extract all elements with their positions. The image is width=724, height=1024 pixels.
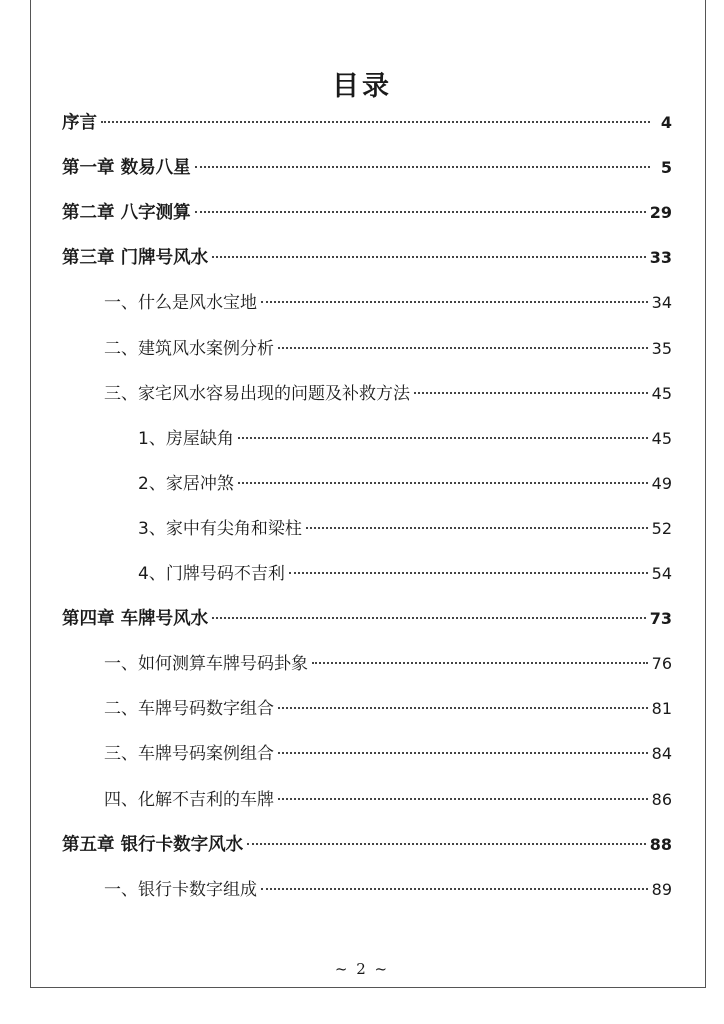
toc-entry-label: 1、房屋缺角 bbox=[138, 428, 234, 449]
dot-leader bbox=[289, 572, 648, 574]
toc-entry-subsection[interactable] bbox=[138, 561, 672, 587]
toc-entry-chapter-5[interactable] bbox=[62, 832, 672, 858]
dot-leader bbox=[261, 888, 648, 890]
toc-entry-label: 第四章 车牌号风水 bbox=[62, 609, 209, 630]
toc-entry-page: 34 bbox=[651, 293, 672, 313]
toc-entry-label: 第一章 数易八星 bbox=[62, 158, 191, 179]
dot-leader bbox=[238, 437, 648, 439]
toc-entry-page: 4 bbox=[660, 113, 672, 132]
toc-entry-page: 45 bbox=[651, 428, 672, 448]
toc-entry-page: 86 bbox=[651, 789, 672, 809]
toc-entry-page: 89 bbox=[651, 879, 672, 899]
dot-leader bbox=[261, 301, 648, 303]
dot-leader bbox=[278, 707, 648, 709]
toc-entry-chapter-4[interactable] bbox=[62, 606, 672, 632]
toc-entry-section[interactable] bbox=[104, 696, 672, 722]
toc-entry-page: 54 bbox=[651, 564, 672, 583]
toc-entry-label: 三、家宅风水容易出现的问题及补救方法 bbox=[104, 383, 410, 404]
toc-entry-label: 二、车牌号码数字组合 bbox=[104, 699, 274, 720]
toc-entry-page: 76 bbox=[651, 654, 672, 674]
toc-entry-label: 四、化解不吉利的车牌 bbox=[104, 789, 274, 810]
toc-entry-page: 49 bbox=[651, 473, 672, 493]
dot-leader bbox=[278, 752, 648, 754]
dot-leader bbox=[306, 527, 648, 529]
toc-entry-label: 第二章 八字测算 bbox=[62, 203, 191, 224]
toc-entry-label: 序言 bbox=[62, 113, 97, 133]
page-title: 目录 bbox=[332, 71, 392, 102]
toc-entry-page: 73 bbox=[649, 609, 672, 629]
toc-entry-section[interactable] bbox=[104, 877, 672, 903]
toc-entry-section[interactable] bbox=[104, 290, 672, 316]
toc-entry-label: 4、门牌号码不吉利 bbox=[138, 564, 285, 584]
toc-entry-section[interactable] bbox=[104, 381, 672, 407]
dot-leader bbox=[101, 121, 650, 123]
toc-entry-page: 81 bbox=[651, 699, 672, 719]
dot-leader bbox=[312, 662, 648, 664]
toc-entry-chapter-2[interactable] bbox=[62, 200, 672, 226]
dot-leader bbox=[212, 617, 646, 619]
toc-entry-label: 一、银行卡数字组成 bbox=[104, 879, 257, 900]
dot-leader bbox=[278, 798, 648, 800]
dot-leader bbox=[278, 347, 648, 349]
dot-leader bbox=[195, 211, 646, 213]
toc-entry-subsection[interactable] bbox=[138, 471, 672, 497]
toc-entry-page: 45 bbox=[651, 383, 672, 403]
toc-entry-section[interactable] bbox=[104, 651, 672, 677]
toc-entry-preface[interactable] bbox=[62, 110, 672, 136]
page-number-footer: ~ 2 ~ bbox=[334, 960, 390, 978]
dot-leader bbox=[238, 482, 648, 484]
toc-entry-section[interactable] bbox=[104, 741, 672, 767]
toc-entry-label: 三、车牌号码案例组合 bbox=[104, 744, 274, 765]
dot-leader bbox=[247, 843, 646, 845]
dot-leader bbox=[212, 256, 646, 258]
toc-entry-label: 一、如何测算车牌号码卦象 bbox=[104, 654, 308, 675]
toc-entry-chapter-1[interactable] bbox=[62, 155, 672, 181]
dot-leader bbox=[414, 392, 648, 394]
toc-entry-page: 52 bbox=[651, 518, 672, 538]
toc-entry-section[interactable] bbox=[104, 336, 672, 362]
toc-entry-label: 第五章 银行卡数字风水 bbox=[62, 834, 244, 855]
toc-entry-subsection[interactable] bbox=[138, 426, 672, 452]
toc-entry-label: 3、家中有尖角和梁柱 bbox=[138, 518, 302, 539]
toc-entry-page: 84 bbox=[651, 744, 672, 764]
toc-entry-label: 2、家居冲煞 bbox=[138, 473, 234, 494]
toc-entry-label: 第三章 门牌号风水 bbox=[62, 248, 209, 269]
toc-entry-label: 一、什么是风水宝地 bbox=[104, 293, 257, 314]
toc-entry-section[interactable] bbox=[104, 787, 672, 813]
toc-entry-page: 35 bbox=[651, 338, 672, 358]
toc-entry-chapter-3[interactable] bbox=[62, 245, 672, 271]
toc-entry-label: 二、建筑风水案例分析 bbox=[104, 338, 274, 359]
toc-entry-page: 5 bbox=[660, 158, 672, 178]
dot-leader bbox=[195, 166, 650, 168]
toc-entry-page: 33 bbox=[649, 248, 672, 268]
toc-entry-page: 29 bbox=[649, 203, 672, 223]
toc-entry-page: 88 bbox=[649, 834, 672, 854]
toc-entry-subsection[interactable] bbox=[138, 516, 672, 542]
